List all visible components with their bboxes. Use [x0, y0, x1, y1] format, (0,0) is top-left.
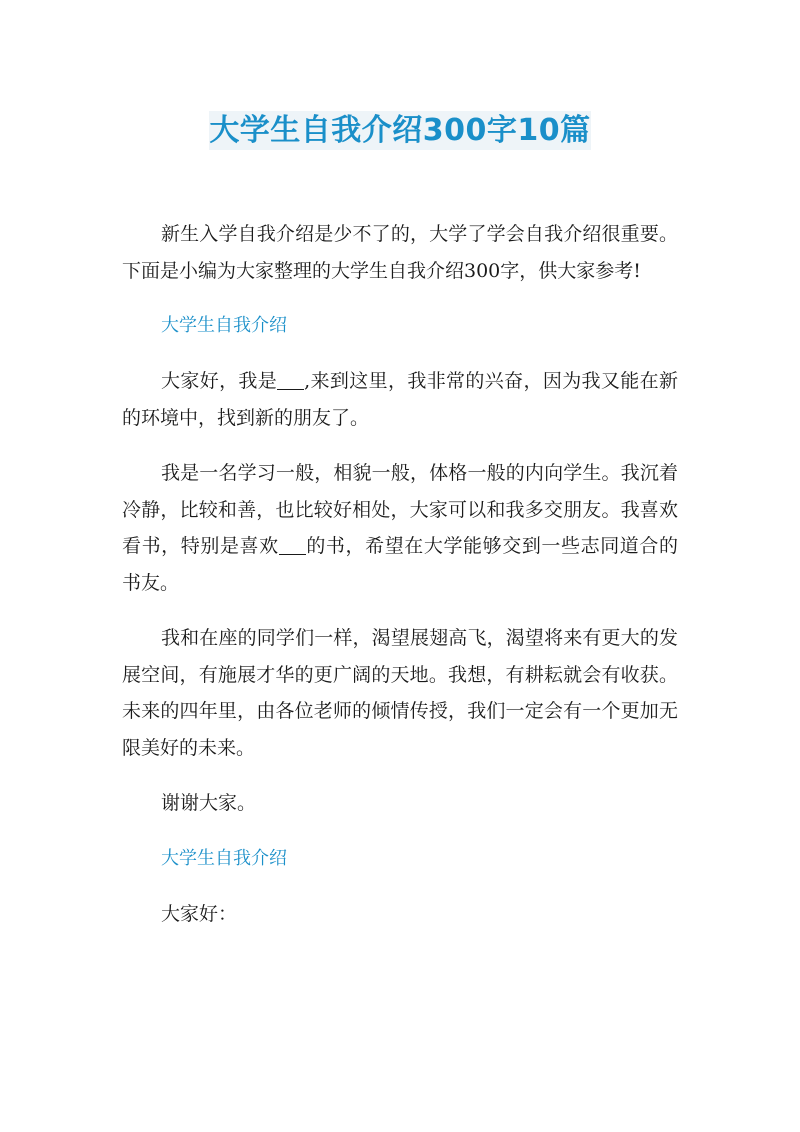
body-paragraph: [122, 363, 678, 436]
paragraph-text: ,来到这里，我非常的兴奋，因为我又能在新的环境中，找到新的朋友了。: [122, 370, 678, 429]
closing-paragraph: 谢谢大家。: [161, 792, 257, 814]
intro-paragraph: 新生入学自我介绍是少不了的，大学了学会自我介绍很重要。下面是小编为大家整理的大学生自我介绍300字，供大家参考!: [122, 223, 678, 282]
body-paragraph: 我和在座的同学们一样，渴望展翅高飞，渴望将来有更大的发展空间，有施展才华的更广阔的天地。我想，有耕耘就会有收获。未来的四年里，由各位老师的倾情传授，我们一定会有一个更加无限美好的未来。: [122, 627, 678, 759]
paragraph-text: 大家好，我是: [161, 370, 278, 392]
document-title: [0, 108, 800, 154]
section-heading: 大学生自我介绍: [161, 315, 287, 336]
body-paragraph: [122, 455, 678, 601]
section-heading: 大学生自我介绍: [161, 847, 287, 869]
fill-in-blank: [279, 536, 306, 555]
document-title-text: 大学生自我介绍300字10篇: [209, 113, 591, 148]
greeting-paragraph: 大家好：: [161, 902, 238, 925]
paragraph-text: 我是一名学习一般，相貌一般，体格一般的内向学生。我沉着冷静，比较和善，也比较好相处，大家可以和我多交朋友。我喜欢看书，特别是喜欢: [122, 462, 678, 557]
paragraph-text: 的书，希望在大学能够交到一些志同道合的书友。: [122, 535, 678, 594]
document-body: [122, 216, 678, 951]
fill-in-blank: [277, 371, 304, 390]
